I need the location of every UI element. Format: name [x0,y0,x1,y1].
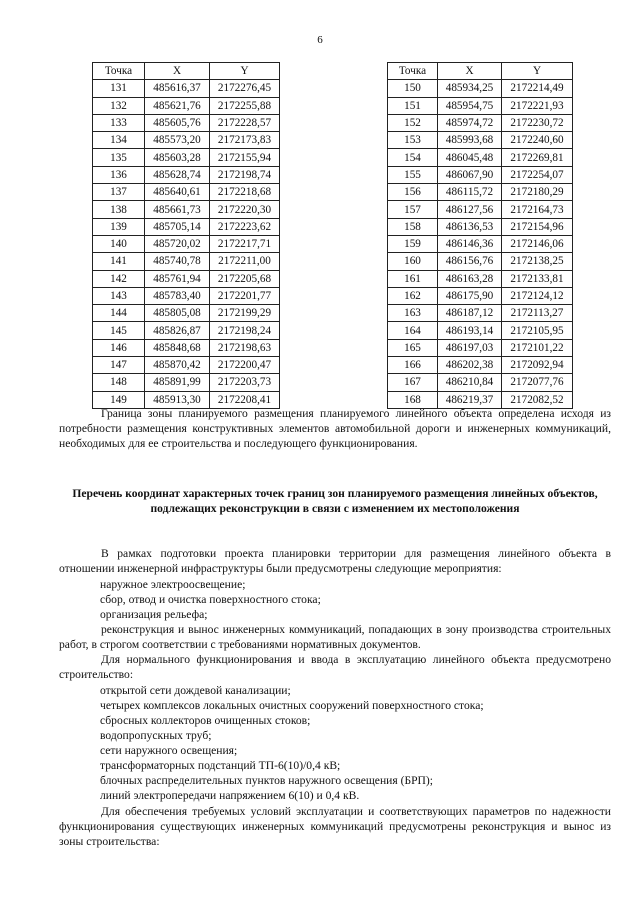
y-cell: 2172230,72 [502,114,573,131]
table-row [93,253,280,270]
y-cell: 2172173,83 [210,132,280,149]
table-row [388,374,573,391]
point-cell: 136 [93,166,145,183]
point-cell: 142 [93,270,145,287]
y-cell: 2172254,07 [502,166,573,183]
table-row [388,270,573,287]
table-row [388,149,573,166]
y-cell: 2172198,74 [210,166,280,183]
point-cell: 147 [93,357,145,374]
x-cell: 485913,30 [145,391,210,408]
list-item: трансформаторных подстанций ТП-6(10)/0,4 кВ; [100,759,341,772]
y-cell: 2172180,29 [502,184,573,201]
x-cell: 485573,20 [145,132,210,149]
x-cell: 485705,14 [145,218,210,235]
table-row [388,132,573,149]
x-cell: 486115,72 [438,184,502,201]
table-row [93,149,280,166]
list-item: наружное электроосвещение; [100,578,246,591]
point-cell: 145 [93,322,145,339]
table-row [93,201,280,218]
page-number: 6 [317,34,323,46]
point-cell: 139 [93,218,145,235]
y-cell: 2172077,76 [502,374,573,391]
table-header-row [388,63,573,80]
point-cell: 134 [93,132,145,149]
table-row [93,114,280,131]
x-cell: 485805,08 [145,305,210,322]
point-cell: 151 [388,97,438,114]
point-cell: 165 [388,339,438,356]
list-item: блочных распределительных пунктов наружного освещения (БРП); [100,774,434,787]
x-cell: 485993,68 [438,132,502,149]
point-cell: 146 [93,339,145,356]
y-cell: 2172101,22 [502,339,573,356]
table-row [93,218,280,235]
point-cell: 158 [388,218,438,235]
x-cell: 485661,73 [145,201,210,218]
y-cell: 2172113,27 [502,305,573,322]
x-cell: 486187,12 [438,305,502,322]
boundary-paragraph: Граница зоны планируемого размещения планируемого линейного объекта определена исходя из потребности размещения конструктивных элементов автомобильной дороги и инженерных коммуникаций, необходимых для ее строительства и последующего функционирования. [59,407,611,451]
point-cell: 131 [93,80,145,97]
point-cell: 144 [93,305,145,322]
table-row [388,339,573,356]
y-cell: 2172203,73 [210,374,280,391]
x-cell: 485761,94 [145,270,210,287]
table-row [388,218,573,235]
point-cell: 163 [388,305,438,322]
x-cell: 486193,14 [438,322,502,339]
table-row [93,97,280,114]
normal-function-paragraph: Для нормального функционирования и ввода в эксплуатацию линейного объекта предусмотрено строительство: [59,653,611,682]
y-cell: 2172214,49 [502,80,573,97]
x-cell: 485783,40 [145,287,210,304]
point-cell: 149 [93,391,145,408]
x-cell: 486210,84 [438,374,502,391]
point-cell: 167 [388,374,438,391]
point-cell: 157 [388,201,438,218]
y-cell: 2172201,77 [210,287,280,304]
x-cell: 486219,37 [438,391,502,408]
list-item: сбросных коллекторов очищенных стоков; [100,714,311,727]
header-y: Y [210,63,280,80]
x-cell: 485934,25 [438,80,502,97]
x-cell: 485720,02 [145,235,210,252]
table-row [388,235,573,252]
x-cell: 485954,75 [438,97,502,114]
table-row [93,305,280,322]
point-cell: 138 [93,201,145,218]
table-row [388,305,573,322]
point-cell: 137 [93,184,145,201]
table-row [93,322,280,339]
y-cell: 2172221,93 [502,97,573,114]
point-cell: 143 [93,287,145,304]
x-cell: 485974,72 [438,114,502,131]
list-item: сбор, отвод и очистка поверхностного стока; [100,593,321,606]
x-cell: 486127,56 [438,201,502,218]
point-cell: 148 [93,374,145,391]
x-cell: 485621,76 [145,97,210,114]
x-cell: 486175,90 [438,287,502,304]
table-row [93,270,280,287]
x-cell: 486202,38 [438,357,502,374]
table-row [93,287,280,304]
y-cell: 2172240,60 [502,132,573,149]
y-cell: 2172218,68 [210,184,280,201]
table-row [388,97,573,114]
coordinates-table-right [387,62,573,409]
x-cell: 485891,99 [145,374,210,391]
x-cell: 486045,48 [438,149,502,166]
x-cell: 486136,53 [438,218,502,235]
y-cell: 2172133,81 [502,270,573,287]
x-cell: 485848,68 [145,339,210,356]
reconstruction-paragraph: реконструкция и вынос инженерных коммуникаций, попадающих в зону производства строительных работ, в строгом соответствии с требованиями нормативных документов. [59,623,611,652]
point-cell: 156 [388,184,438,201]
y-cell: 2172200,47 [210,357,280,374]
y-cell: 2172208,41 [210,391,280,408]
y-cell: 2172105,95 [502,322,573,339]
x-cell: 485640,61 [145,184,210,201]
y-cell: 2172205,68 [210,270,280,287]
point-cell: 150 [388,80,438,97]
point-cell: 162 [388,287,438,304]
y-cell: 2172082,52 [502,391,573,408]
list-item: организация рельефа; [100,608,208,621]
y-cell: 2172269,81 [502,149,573,166]
x-cell: 485603,28 [145,149,210,166]
header-x: X [438,63,502,80]
list-item: линий электропередачи напряжением 6(10) и 0,4 кВ. [100,789,360,802]
table-row [93,339,280,356]
intro-paragraph: В рамках подготовки проекта планировки территории для размещения линейного объекта в отношении инженерной инфраструктуры были предусмотрены следующие мероприятия: [59,547,611,576]
table-row [93,80,280,97]
x-cell: 486163,28 [438,270,502,287]
point-cell: 140 [93,235,145,252]
header-y: Y [502,63,573,80]
point-cell: 132 [93,97,145,114]
y-cell: 2172155,94 [210,149,280,166]
y-cell: 2172164,73 [502,201,573,218]
x-cell: 486197,03 [438,339,502,356]
table-row [388,80,573,97]
table-row [93,166,280,183]
table-row [93,235,280,252]
list-item: водопропускных труб; [100,729,212,742]
x-cell: 486156,76 [438,253,502,270]
section-heading: Перечень координат характерных точек границ зон планируемого размещения линейных объектов, подлежащих реконструкции в связи с изменением их местоположения [72,487,598,516]
y-cell: 2172199,29 [210,305,280,322]
x-cell: 485605,76 [145,114,210,131]
table-row [388,253,573,270]
point-cell: 166 [388,357,438,374]
y-cell: 2172198,24 [210,322,280,339]
point-cell: 135 [93,149,145,166]
table-row [388,357,573,374]
y-cell: 2172228,57 [210,114,280,131]
x-cell: 485870,42 [145,357,210,374]
point-cell: 164 [388,322,438,339]
header-x: X [145,63,210,80]
point-cell: 133 [93,114,145,131]
table-row [388,114,573,131]
list-item: сети наружного освещения; [100,744,238,757]
header-point: Точка [93,63,145,80]
point-cell: 155 [388,166,438,183]
x-cell: 485628,74 [145,166,210,183]
x-cell: 485616,37 [145,80,210,97]
table-row [388,201,573,218]
y-cell: 2172124,12 [502,287,573,304]
point-cell: 168 [388,391,438,408]
y-cell: 2172220,30 [210,201,280,218]
header-point: Точка [388,63,438,80]
list-item: четырех комплексов локальных очистных сооружений поверхностного стока; [100,699,484,712]
point-cell: 152 [388,114,438,131]
y-cell: 2172092,94 [502,357,573,374]
x-cell: 485740,78 [145,253,210,270]
list-item: открытой сети дождевой канализации; [100,684,291,697]
point-cell: 159 [388,235,438,252]
y-cell: 2172198,63 [210,339,280,356]
y-cell: 2172223,62 [210,218,280,235]
table-row [93,357,280,374]
y-cell: 2172211,00 [210,253,280,270]
y-cell: 2172138,25 [502,253,573,270]
final-paragraph: Для обеспечения требуемых условий эксплуатации и соответствующих параметров по надежности функционирования существующих инженерных коммуникаций предусмотрены реконструкция и вынос из зоны строительства: [59,805,611,849]
point-cell: 153 [388,132,438,149]
table-header-row [93,63,280,80]
table-row [93,132,280,149]
point-cell: 141 [93,253,145,270]
point-cell: 160 [388,253,438,270]
y-cell: 2172217,71 [210,235,280,252]
table-row [93,374,280,391]
x-cell: 486067,90 [438,166,502,183]
table-row [388,166,573,183]
x-cell: 485826,87 [145,322,210,339]
table-row [388,287,573,304]
table-row [388,322,573,339]
y-cell: 2172276,45 [210,80,280,97]
table-row [388,184,573,201]
y-cell: 2172255,88 [210,97,280,114]
point-cell: 161 [388,270,438,287]
y-cell: 2172146,06 [502,235,573,252]
coordinates-table-left [92,62,280,409]
y-cell: 2172154,96 [502,218,573,235]
x-cell: 486146,36 [438,235,502,252]
table-row [93,184,280,201]
point-cell: 154 [388,149,438,166]
